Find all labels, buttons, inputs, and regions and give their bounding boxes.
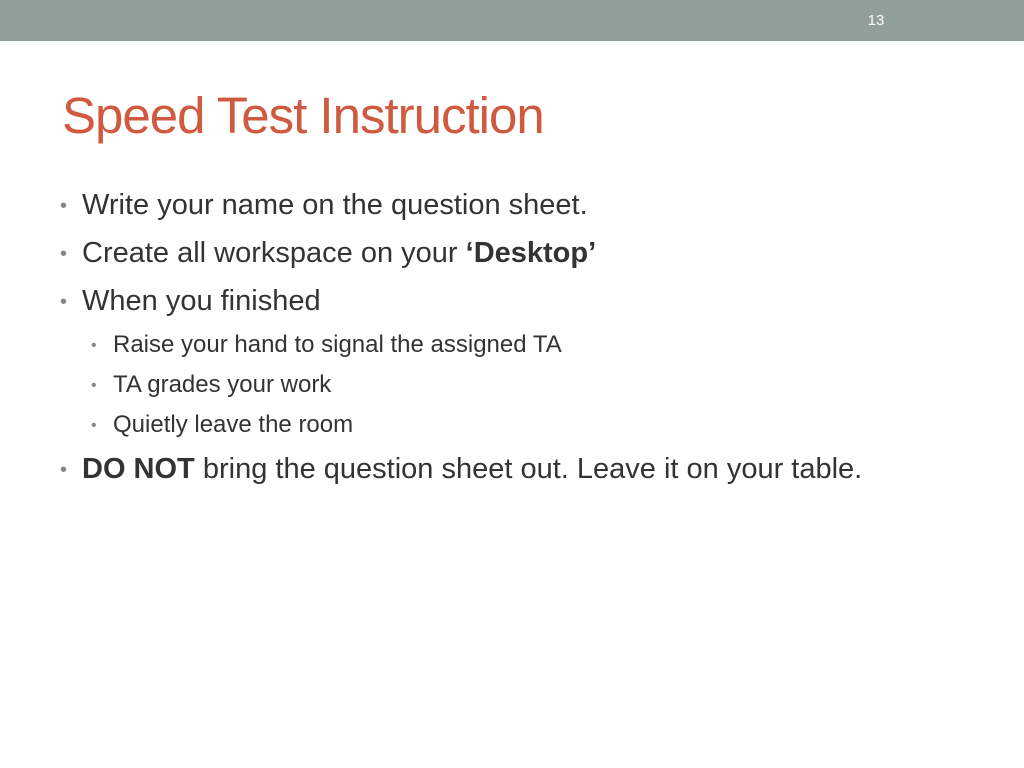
header-bar xyxy=(0,0,1024,41)
bullet-icon: • xyxy=(91,377,97,394)
bullet-item xyxy=(60,232,940,274)
bullet-item xyxy=(60,280,940,322)
bullet-icon: • xyxy=(91,337,97,354)
bullet-item xyxy=(60,184,940,226)
bullet-item xyxy=(60,448,940,490)
slide-title: Speed Test Instruction xyxy=(62,87,544,144)
bullet-text: bring the question sheet out. Leave it on your table. xyxy=(194,453,863,485)
bullet-icon: • xyxy=(91,417,97,434)
bullet-bold-text: DO NOT xyxy=(82,453,195,485)
bullet-bold-text: ‘Desktop’ xyxy=(465,237,597,269)
sub-bullet-text: TA grades your work xyxy=(113,371,332,398)
bullet-icon: • xyxy=(60,459,68,481)
sub-bullet-item xyxy=(60,368,940,402)
bullet-text: Create all workspace on your xyxy=(82,237,466,269)
bullet-icon: • xyxy=(60,195,68,217)
sub-bullet-item xyxy=(60,408,940,442)
bullet-icon: • xyxy=(60,243,68,265)
bullet-text: Write your name on the question sheet. xyxy=(82,189,588,221)
bullet-text: When you finished xyxy=(82,285,321,317)
sub-bullet-text: Quietly leave the room xyxy=(113,411,354,438)
sub-bullet-text: Raise your hand to signal the assigned TA xyxy=(113,331,562,358)
slide-number: 13 xyxy=(867,12,885,29)
sub-bullet-item xyxy=(60,328,940,362)
bullet-list xyxy=(60,184,940,496)
bullet-icon: • xyxy=(60,291,68,313)
